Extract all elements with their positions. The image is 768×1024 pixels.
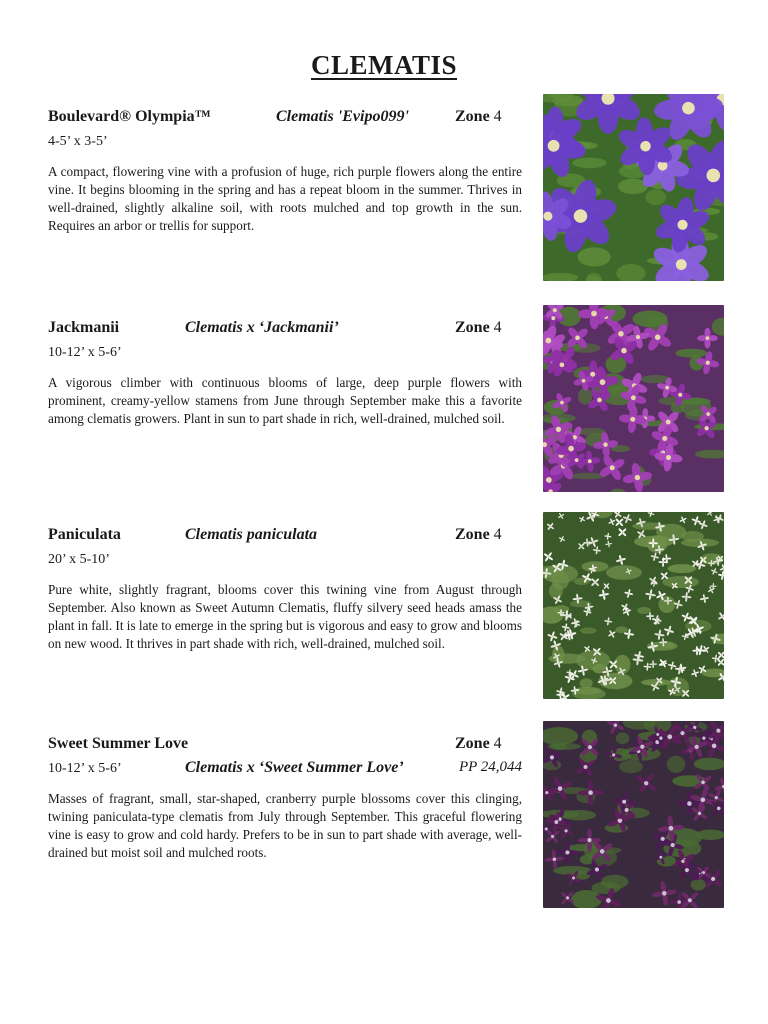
- latin-name: Clematis paniculata: [185, 526, 318, 543]
- plant-size: 20’ x 5-10’: [48, 552, 110, 567]
- zone: [455, 735, 502, 753]
- plant-description: A compact, flowering vine with a profusion of huge, rich purple flowers along the entire vine. It begins blooming in the spring and has a repeat bloom in the summer. Thrives in well-drained, slightly alkaline soil, with roots mulched and top growth in the sun. Requires an arbor or trellis for support.: [48, 164, 522, 233]
- entry-text: [48, 526, 522, 653]
- zone-number: 4: [493, 319, 502, 336]
- plant-description: Pure white, slightly fragrant, blooms cover this twining vine from August through September. Also known as Sweet Autumn Clematis, fluffy silvery seed heads amass the plant in fall. It is late to emerge in the spring but is vigorous and easy to grow and blooms on new wood. It thrives in part shade with rich, well-drained, mulched soil.: [48, 582, 522, 651]
- common-name: Jackmanii: [48, 319, 120, 336]
- entry-text: [48, 319, 522, 428]
- size-row: [48, 134, 522, 154]
- size-row: [48, 345, 522, 365]
- name-row: [48, 319, 522, 341]
- zone: [455, 108, 502, 126]
- purple-clematis-photo: [543, 94, 724, 281]
- zone: [455, 319, 502, 337]
- white-clematis-photo: [543, 512, 724, 699]
- zone: [455, 526, 502, 544]
- zone-number: 4: [493, 735, 502, 752]
- name-row: [48, 108, 522, 130]
- entry-text: [48, 108, 522, 235]
- patent-number: PP 24,044: [458, 759, 522, 775]
- page-title: CLEMATIS: [310, 50, 458, 80]
- latin-name: Clematis x ‘Sweet Summer Love’: [185, 759, 404, 776]
- size-row: [48, 761, 522, 781]
- plant-size: 10-12’ x 5-6’: [48, 761, 122, 776]
- zone-label: Zone: [455, 735, 490, 752]
- cranberry-clematis-photo: [543, 721, 724, 908]
- plant-description: Masses of fragrant, small, star-shaped, cranberry purple blossoms cover this clinging, twining paniculata-type clematis from July through September. This graceful flowering vine is easy to grow and cold hardy. Prefers to be in sun to part shade with average, well-drained but moist soil and mulched roots.: [48, 791, 522, 860]
- photo-image: [543, 305, 724, 492]
- zone-label: Zone: [455, 526, 490, 543]
- entry-text: [48, 735, 522, 862]
- plant-description: A vigorous climber with continuous blooms of large, deep purple flowers with prominent, creamy-yellow stamens from June through September make this a favorite among clematis growers. Plant in sun to part shade in rich, well-drained, mulched soil.: [48, 375, 522, 426]
- common-name: Paniculata: [48, 526, 121, 543]
- name-row: [48, 526, 522, 548]
- photo-image: [543, 94, 724, 281]
- common-name: Boulevard® Olympia™: [48, 108, 211, 125]
- plant-size: 4-5’ x 3-5’: [48, 134, 108, 149]
- violet-clematis-photo: [543, 305, 724, 492]
- photo-image: [543, 512, 724, 699]
- name-row: [48, 735, 522, 757]
- zone-label: Zone: [455, 108, 490, 125]
- plant-size: 10-12’ x 5-6’: [48, 345, 122, 360]
- zone-number: 4: [493, 108, 502, 125]
- zone-number: 4: [493, 526, 502, 543]
- photo-image: [543, 721, 724, 908]
- latin-name: Clematis x ‘Jackmanii’: [185, 319, 339, 336]
- size-row: [48, 552, 522, 572]
- zone-label: Zone: [455, 319, 490, 336]
- latin-name: Clematis 'Evipo099': [276, 108, 409, 125]
- common-name: Sweet Summer Love: [48, 735, 189, 752]
